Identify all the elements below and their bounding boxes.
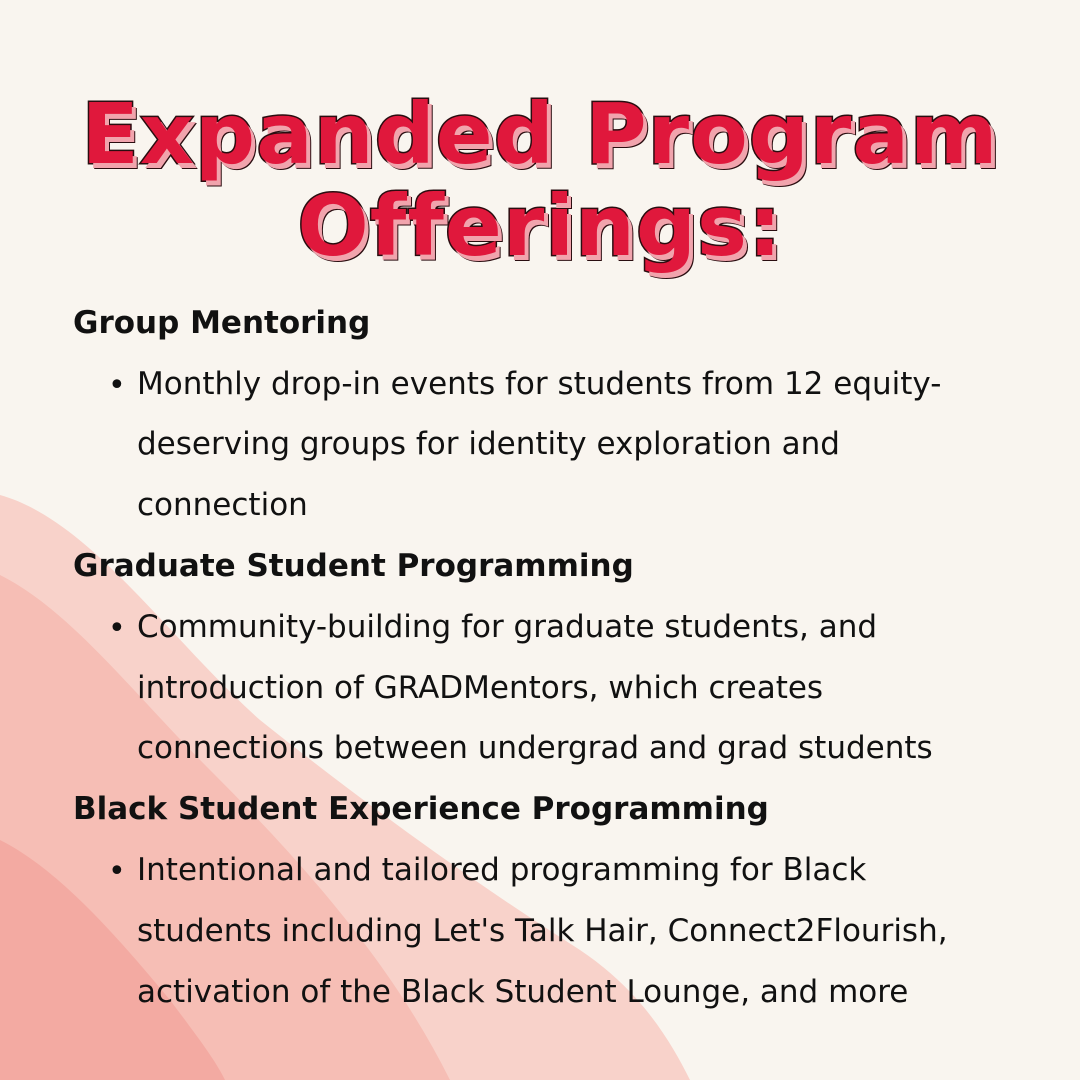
bullet-text-line: students including Let's Talk Hair, Connect2Flourish, — [137, 913, 948, 949]
title-line-1: Expanded Program — [81, 85, 999, 183]
bullet-text-line: connection — [137, 487, 308, 523]
bullet-icon: • — [108, 854, 126, 889]
bullet-text-line: activation of the Black Student Lounge, and more — [137, 974, 909, 1010]
bullet-text-line: introduction of GRADMentors, which creates — [137, 670, 824, 706]
heading-black-student-experience-programming: Black Student Experience Programming — [73, 791, 769, 827]
bullet-icon: • — [108, 611, 126, 646]
bullet-text-line: Community-building for graduate students, and — [137, 609, 878, 645]
bullet-icon: • — [108, 368, 126, 403]
bullet-text-line: Intentional and tailored programming for Black — [137, 852, 867, 888]
heading-group-mentoring: Group Mentoring — [73, 305, 371, 341]
bullet-text-line: connections between undergrad and grad students — [137, 730, 933, 766]
heading-graduate-student-programming: Graduate Student Programming — [73, 548, 634, 584]
bullet-text-line: Monthly drop-in events for students from 12 equity- — [137, 366, 942, 402]
bullet-text-line: deserving groups for identity exploration and — [137, 426, 840, 462]
title-line-2: Offerings: — [297, 177, 783, 275]
